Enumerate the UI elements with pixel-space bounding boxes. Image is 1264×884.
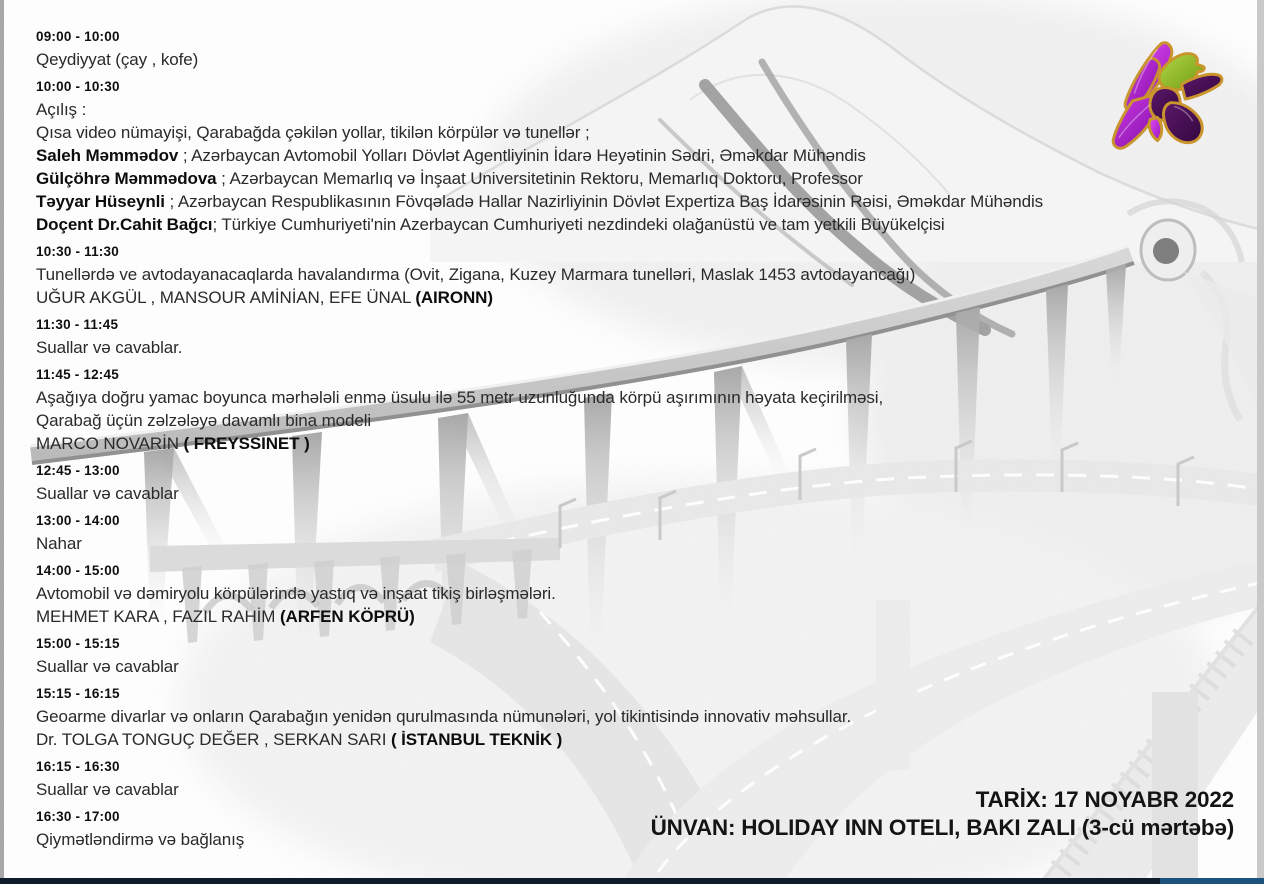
agenda-time: 11:45 - 12:45 (36, 367, 119, 382)
agenda-bold-text: Gülçöhrə Məmmədova (36, 169, 217, 188)
agenda-text: Tunellərdə ve avtodayanacaqlarda havalandırma (Ovit, Zigana, Kuzey Marmara tunelləri, Maslak 1453 avtodayancağı) (36, 265, 916, 284)
agenda-line (36, 213, 1226, 236)
agenda-item (36, 564, 1226, 628)
agenda-text: Geoarme divarlar və onların Qarabağın yenidən qurulmasında nümunələri, yol tikintisində innovativ məhsullar. (36, 707, 852, 726)
agenda-item (36, 318, 1226, 359)
agenda-text: Qarabağ üçün zəlzələyə davamlı bina modeli (36, 411, 372, 430)
agenda-text: Aşağıya doğru yamac boyunca mərhələli enmə üsulu ilə 55 metr uzunluğunda körpü aşırımının həyata keçirilməsi, (36, 388, 884, 407)
agenda-bold-text: (AIRONN) (415, 288, 493, 307)
agenda-line (36, 728, 1226, 751)
event-date: TARİX: 17 NOYABR 2022 (975, 787, 1234, 812)
agenda-line (36, 655, 1226, 678)
agenda-text: Suallar və cavablar. (36, 338, 183, 357)
agenda-text: MARCO NOVARİN (36, 434, 184, 453)
agenda-text: Avtomobil və dəmiryolu körpülərində yastıq və inşaat tikiş birləşmələri. (36, 584, 556, 603)
agenda-line (36, 121, 1226, 144)
agenda-time: 16:30 - 17:00 (36, 809, 120, 824)
agenda-item (36, 30, 1226, 71)
agenda-line (36, 48, 1226, 71)
agenda-line (36, 386, 1226, 409)
agenda-time: 13:00 - 14:00 (36, 513, 120, 528)
bottom-bar-dark-segment (0, 878, 1160, 884)
agenda-text: ; Azərbaycan Memarlıq və İnşaat Universitetinin Rektoru, Memarlıq Doktoru, Professor (216, 169, 863, 188)
bottom-bar (0, 878, 1264, 884)
agenda-text: Suallar və cavablar (36, 484, 179, 503)
agenda-time: 15:15 - 16:15 (36, 686, 120, 701)
agenda-time: 09:00 - 10:00 (36, 29, 120, 44)
agenda-item (36, 368, 1226, 455)
agenda-text: Qısa video nümayişi, Qarabağda çəkilən yollar, tikilən körpülər və tunellər ; (36, 123, 590, 142)
agenda-line (36, 582, 1226, 605)
agenda-text: Qiymətləndirmə və bağlanış (36, 830, 245, 849)
agenda-text: Nahar (36, 534, 82, 553)
left-edge-strip (0, 0, 4, 884)
agenda-time: 14:00 - 15:00 (36, 563, 120, 578)
agenda-line (36, 336, 1226, 359)
agenda-time: 12:45 - 13:00 (36, 463, 120, 478)
bird-emblem-logo (1104, 36, 1224, 152)
right-edge-strip (1257, 0, 1264, 884)
agenda-text: Qeydiyyat (çay , kofe) (36, 50, 199, 69)
agenda-item (36, 245, 1226, 309)
agenda-time: 11:30 - 11:45 (36, 317, 119, 332)
agenda-line (36, 705, 1226, 728)
agenda-text: ; Türkiye Cumhuriyeti'nin Azerbaycan Cumhuriyeti nezdindeki olağanüstü ve tam yetkili Büyükelçisi (212, 215, 945, 234)
agenda-bold-text: Saleh Məmmədov (36, 146, 179, 165)
agenda-text: ; Azərbaycan Avtomobil Yolları Dövlət Agentliyinin İdarə Heyətinin Sədri, Əməkdar Mühəndis (178, 146, 866, 165)
agenda-bold-text: ( İSTANBUL TEKNİK ) (390, 730, 563, 749)
agenda-item (36, 464, 1226, 505)
agenda-bold-text: Doçent Dr.Cahit Bağcı (36, 215, 213, 234)
agenda-text: Suallar və cavablar (36, 657, 179, 676)
agenda-line (36, 167, 1226, 190)
agenda-line (36, 482, 1226, 505)
agenda-text: MEHMET KARA , FAZIL RAHİM (36, 607, 280, 626)
agenda-line (36, 409, 1226, 432)
agenda-line (36, 263, 1226, 286)
agenda (36, 30, 1226, 851)
agenda-item (36, 687, 1226, 751)
bottom-bar-blue-segment (1160, 878, 1264, 884)
agenda-item (36, 514, 1226, 555)
agenda-line (36, 144, 1226, 167)
agenda-bold-text: (ARFEN KÖPRÜ) (279, 607, 415, 626)
agenda-text: Dr. TOLGA TONGUÇ DEĞER , SERKAN SARI (36, 730, 391, 749)
event-footer (651, 786, 1234, 842)
agenda-line (36, 432, 1226, 455)
agenda-line (36, 98, 1226, 121)
agenda-line (36, 190, 1226, 213)
agenda-text: Açılış : (36, 100, 87, 119)
event-venue: ÜNVAN: HOLIDAY INN OTELI, BAKI ZALI (3-cü mərtəbə) (650, 815, 1234, 840)
agenda-text: ; Azərbaycan Respublikasının Fövqəladə Hallar Nazirliyinin Dövlət Expertiza Baş İdarəsinin Rəisi, Əməkdar Mühəndis (164, 192, 1044, 211)
agenda-time: 10:30 - 11:30 (36, 244, 119, 259)
agenda-item (36, 80, 1226, 236)
agenda-line (36, 532, 1226, 555)
agenda-text: Suallar və cavablar (36, 780, 179, 799)
agenda-bold-text: Təyyar Hüseynli (36, 192, 165, 211)
agenda-bold-text: ( FREYSSINET ) (183, 434, 310, 453)
agenda-line (36, 286, 1226, 309)
agenda-time: 15:00 - 15:15 (36, 636, 120, 651)
agenda-time: 16:15 - 16:30 (36, 759, 120, 774)
agenda-item (36, 637, 1226, 678)
agenda-time: 10:00 - 10:30 (36, 79, 120, 94)
agenda-text: UĞUR AKGÜL , MANSOUR AMİNİAN, EFE ÜNAL (36, 288, 416, 307)
agenda-line (36, 605, 1226, 628)
